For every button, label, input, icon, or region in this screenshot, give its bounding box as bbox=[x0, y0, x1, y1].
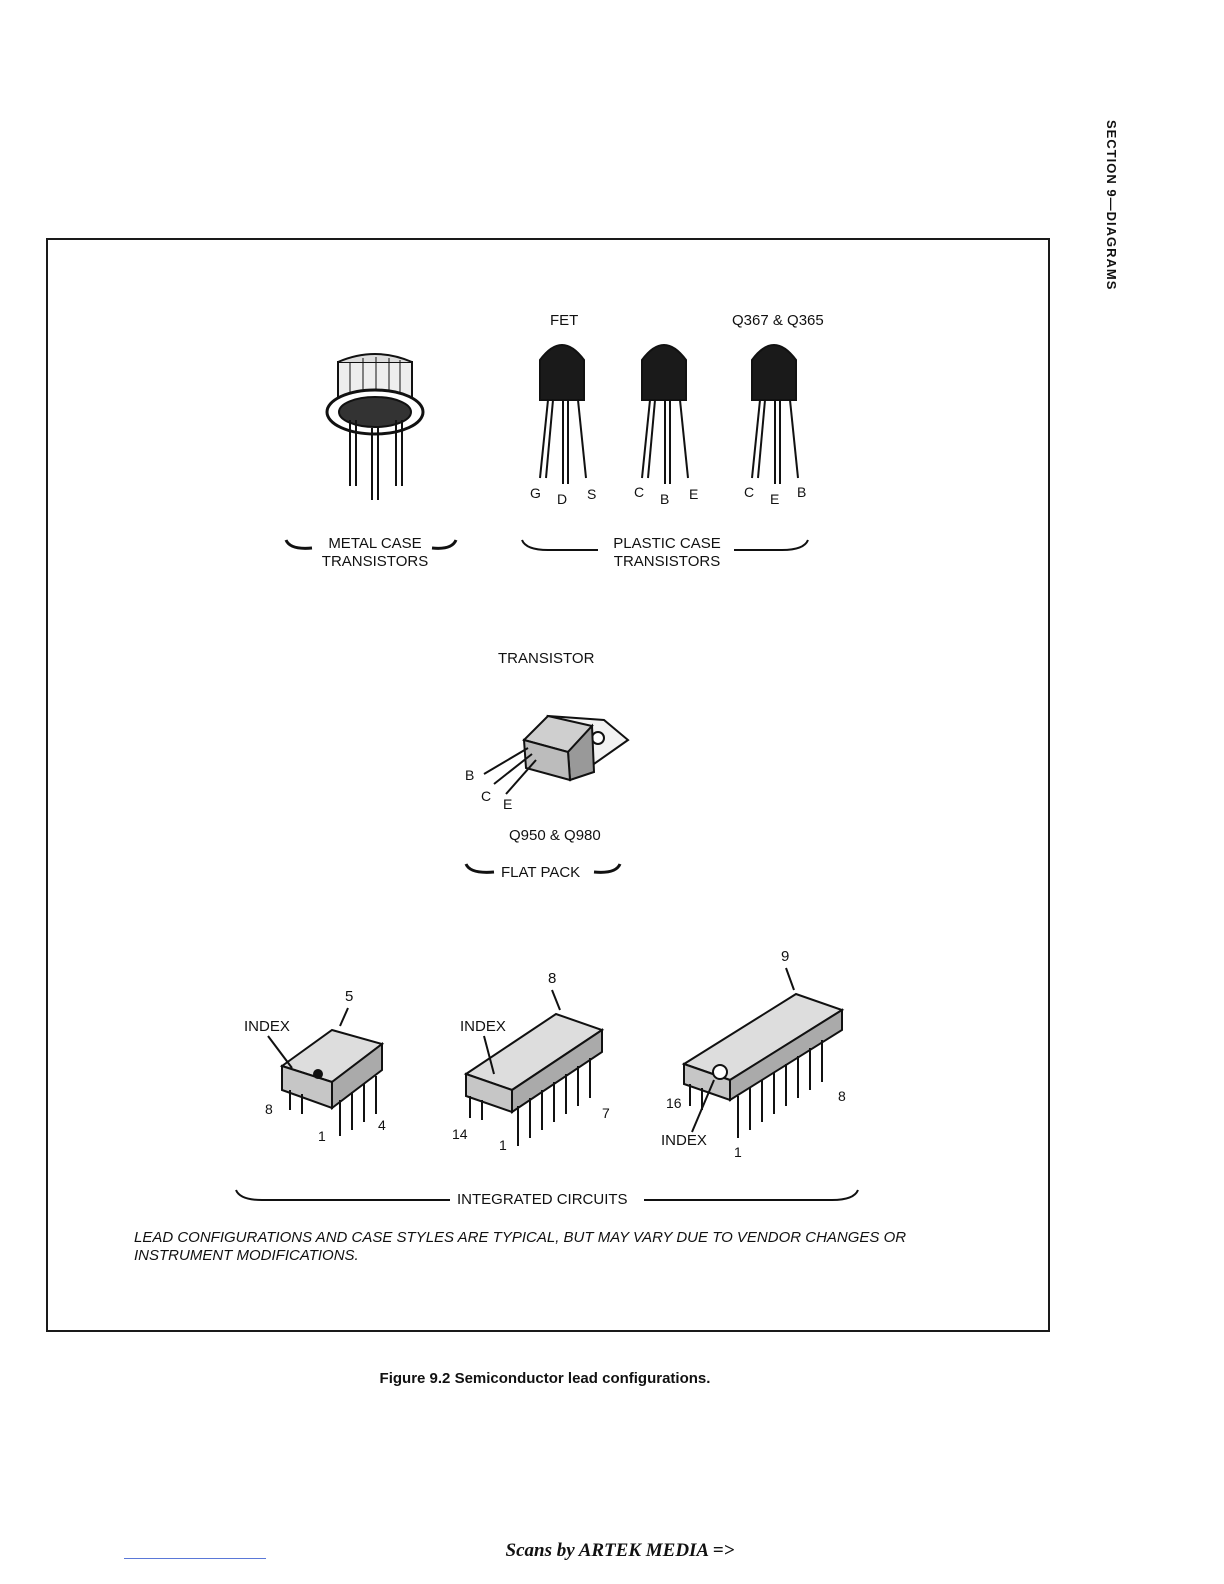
mid-pin-e: E bbox=[689, 486, 699, 502]
flat-pack-group-label: FLAT PACK bbox=[501, 864, 581, 881]
ic16-top-number: 9 bbox=[781, 948, 790, 965]
ic16-pin-1: 1 bbox=[734, 1144, 742, 1160]
flat-pack-part: Q950 & Q980 bbox=[509, 827, 601, 844]
metal-case-line1: METAL CASE bbox=[328, 535, 422, 552]
section-tab: SECTION 9—DIAGRAMS bbox=[1104, 120, 1119, 291]
ic8-top-number: 5 bbox=[345, 988, 354, 1005]
fet-label: FET bbox=[550, 312, 579, 329]
ic8-pin-8: 8 bbox=[265, 1101, 273, 1117]
ic8-pin-1: 1 bbox=[318, 1128, 326, 1144]
integrated-circuits-label: INTEGRATED CIRCUITS bbox=[457, 1191, 628, 1208]
figure-caption: Figure 9.2 Semiconductor lead configurations. bbox=[379, 1370, 711, 1387]
flat-pack-pin-e: E bbox=[503, 796, 513, 812]
ic14-pin-14: 14 bbox=[452, 1126, 468, 1142]
q367-label: Q367 & Q365 bbox=[732, 312, 824, 329]
ic16-pin-16: 16 bbox=[666, 1095, 682, 1111]
plastic-case-line1: PLASTIC CASE bbox=[613, 535, 721, 552]
q367-pin-e: E bbox=[770, 491, 780, 507]
ic14-top-number: 8 bbox=[548, 970, 557, 987]
ic14-pin-1: 1 bbox=[499, 1137, 507, 1153]
plastic-case-line2: TRANSISTORS bbox=[613, 553, 721, 570]
mid-pin-b: B bbox=[660, 491, 670, 507]
fet-pin-d: D bbox=[557, 491, 568, 507]
mid-pin-c: C bbox=[634, 484, 645, 500]
ic14-index-label: INDEX bbox=[460, 1018, 506, 1035]
ic16-pin-8: 8 bbox=[838, 1088, 846, 1104]
fet-pin-g: G bbox=[530, 485, 541, 501]
q367-pin-b: B bbox=[797, 484, 807, 500]
ic8-pin-4: 4 bbox=[378, 1117, 386, 1133]
ic8-index-label: INDEX bbox=[244, 1018, 290, 1035]
ic16-index-label: INDEX bbox=[661, 1132, 707, 1149]
flat-pack-pin-c: C bbox=[481, 788, 492, 804]
flat-pack-pin-b: B bbox=[465, 767, 475, 783]
flat-pack-title: TRANSISTOR bbox=[498, 650, 595, 667]
lead-config-note: LEAD CONFIGURATIONS AND CASE STYLES ARE TYPICAL, BUT MAY VARY DUE TO VENDOR CHANGES OR INSTRUMENT MODIFICATIONS. bbox=[134, 1229, 907, 1264]
ic14-pin-7: 7 bbox=[602, 1105, 610, 1121]
q367-pin-c: C bbox=[744, 484, 755, 500]
scan-credit: Scans by ARTEK MEDIA => bbox=[505, 1540, 735, 1561]
metal-case-line2: TRANSISTORS bbox=[321, 553, 429, 570]
fet-pin-s: S bbox=[587, 486, 597, 502]
